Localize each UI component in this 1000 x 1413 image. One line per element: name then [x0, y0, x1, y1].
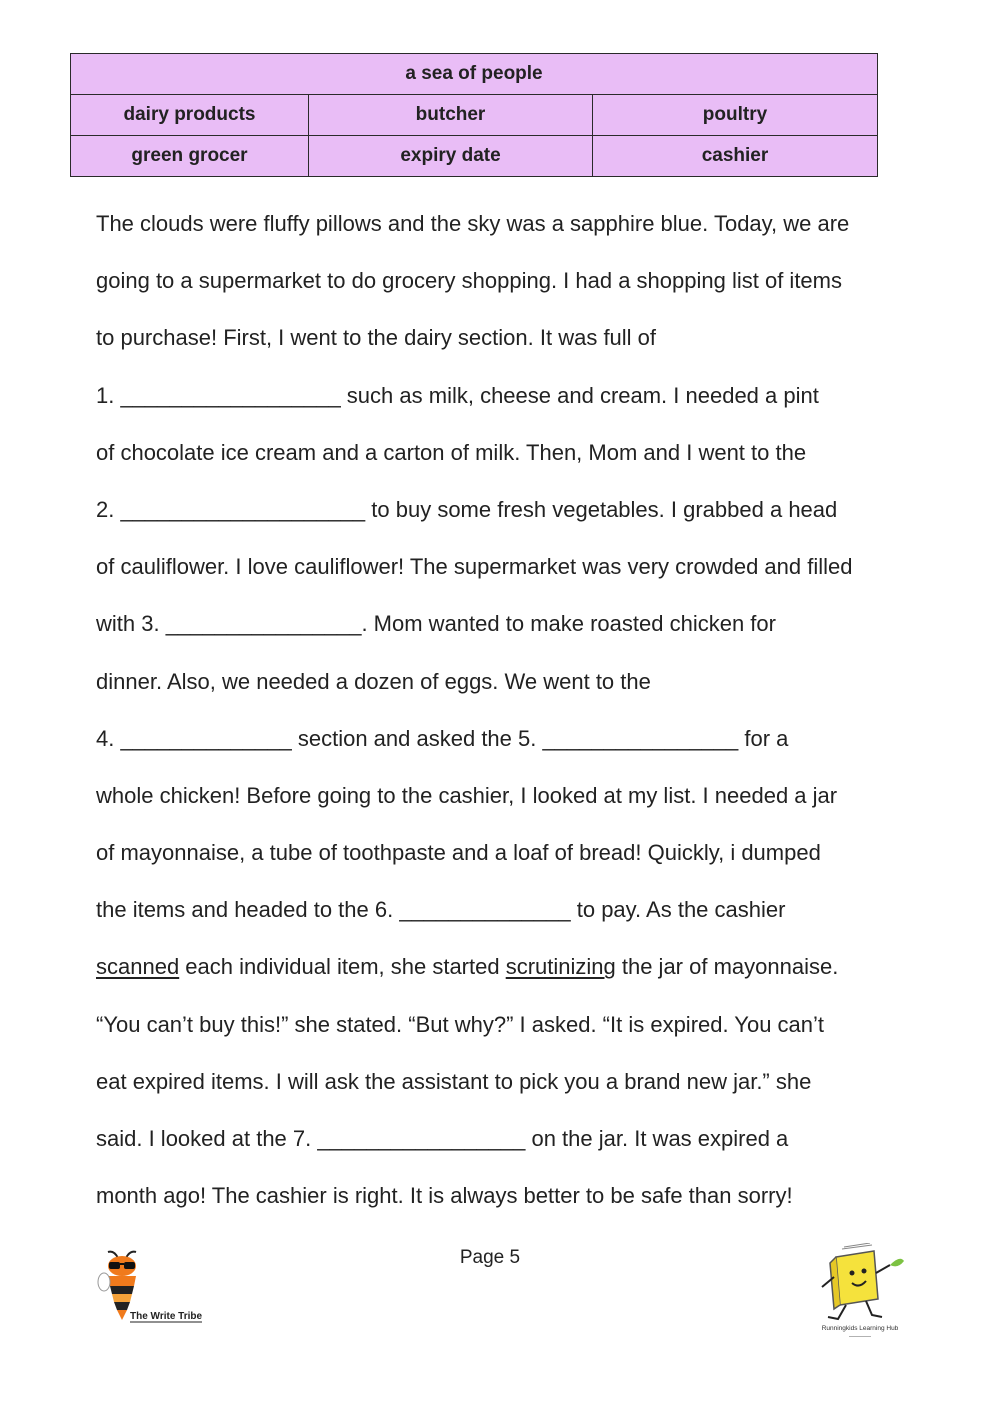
word-bank-row	[71, 95, 878, 136]
story-line: whole chicken! Before going to the cashier, I looked at my list. I needed a jar	[96, 782, 838, 808]
story-line: The clouds were fluffy pillows and the sky was a sapphire blue. Today, we are	[96, 211, 850, 236]
story-line-blank-1: 1. __________________ such as milk, cheese and cream. I needed a pint	[96, 382, 819, 408]
page-number: Page 5	[459, 1247, 521, 1268]
underlined-word-scrutinizing: scrutinizing	[505, 954, 616, 980]
write-tribe-logo-text: The Write Tribe	[130, 1311, 203, 1322]
story-line: to purchase! First, I went to the dairy section. It was full of	[96, 325, 657, 351]
story-line: eat expired items. I will ask the assistant to pick you a brand new jar.” she	[96, 1068, 812, 1094]
word-bank-cell: green grocer	[71, 136, 309, 177]
story-line: of chocolate ice cream and a carton of milk. Then, Mom and I went to the	[96, 439, 807, 465]
story-passage	[96, 206, 926, 1235]
story-line: “You can’t buy this!” she stated. “But why?” I asked. “It is expired. You can’t	[96, 1011, 825, 1037]
word-bank-cell: dairy products	[71, 95, 309, 136]
story-line: month ago! The cashier is right. It is always better to be safe than sorry!	[96, 1183, 793, 1209]
word-bank-cell: poultry	[593, 95, 878, 136]
word-bank-title: a sea of people	[71, 54, 878, 95]
word-bank-cell: expiry date	[309, 136, 593, 177]
story-line-blank-3: with 3. ________________. Mom wanted to make roasted chicken for	[96, 611, 776, 637]
word-bank-title-row	[71, 54, 878, 95]
write-tribe-logo	[96, 1248, 208, 1328]
story-line-blank-6: the items and headed to the 6. ______________ to pay. As the cashier	[96, 897, 786, 923]
story-line: going to a supermarket to do grocery shopping. I had a shopping list of items	[96, 268, 842, 294]
story-line: dinner. Also, we needed a dozen of eggs. We went to the	[96, 668, 651, 694]
story-line-blank-2: 2. ____________________ to buy some fresh vegetables. I grabbed a head	[96, 496, 838, 522]
story-text: the jar of mayonnaise.	[615, 954, 839, 980]
word-bank-cell: butcher	[309, 95, 593, 136]
word-bank-row	[71, 136, 878, 177]
story-line: of cauliflower. I love cauliflower! The supermarket was very crowded and filled	[96, 554, 853, 580]
word-bank-table	[70, 53, 878, 177]
underlined-word-scanned: scanned	[96, 954, 180, 980]
runningkids-logo-text: Runningkids Learning Hub	[821, 1325, 899, 1332]
svg-text:————: ————	[849, 1334, 871, 1340]
runningkids-logo	[812, 1243, 908, 1341]
word-bank-cell: cashier	[593, 136, 878, 177]
story-line-blank-4-5: 4. ______________ section and asked the 5. ________________ for a	[96, 725, 789, 751]
story-line: of mayonnaise, a tube of toothpaste and a loaf of bread! Quickly, i dumped	[96, 840, 821, 866]
story-line	[96, 949, 926, 1006]
story-text: each individual item, she started	[179, 954, 506, 980]
story-line-blank-7: said. I looked at the 7. _________________ on the jar. It was expired a	[96, 1126, 789, 1151]
